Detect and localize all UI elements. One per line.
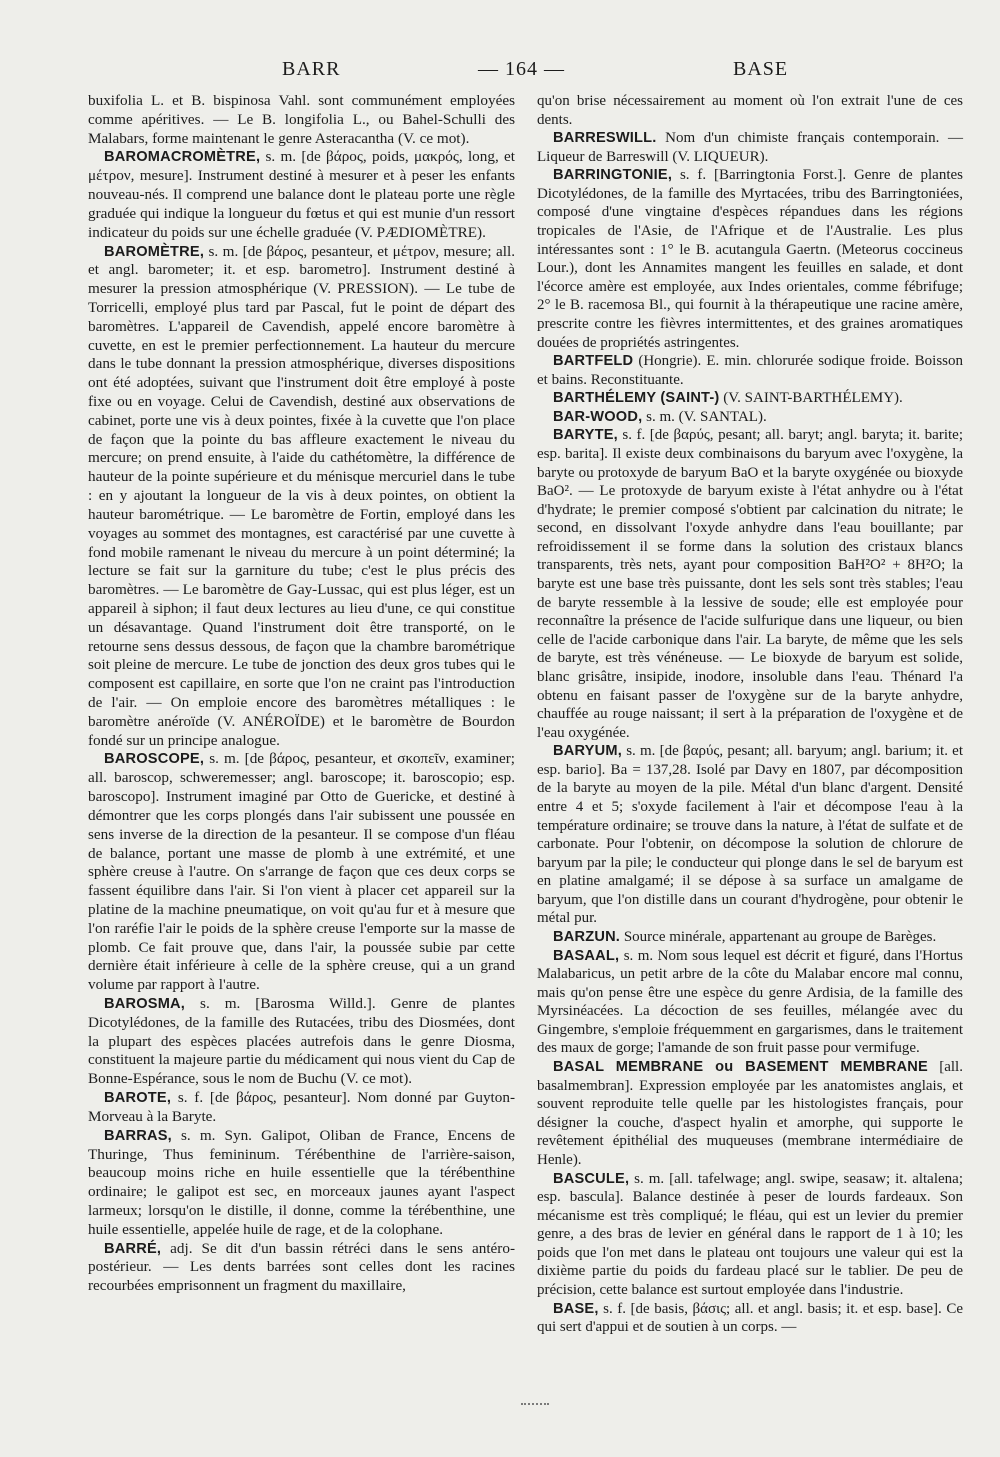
entry-continuation: buxifolia L. et B. bispinosa Vahl. sont communément employées comme apéritives. — Le B. longifolia L., ou Bahel-Schulli des Malabars, forme maintenant le genre Asteracantha (V. ce mot). — [88, 92, 515, 147]
entry-barre — [88, 1240, 515, 1296]
entry-base — [537, 1300, 963, 1337]
entry-body: Source minérale, appartenant au groupe de Barèges. — [620, 929, 937, 946]
entry-body: (V. SAINT-BARTHÉLEMY). — [719, 390, 903, 407]
entry-basal-membrane — [537, 1058, 963, 1169]
header-left-word: BARR — [282, 58, 341, 80]
entry-barzun — [537, 928, 963, 947]
running-header — [0, 58, 1000, 88]
entry-baryte — [537, 426, 963, 742]
entry-body: s. m. Syn. Galipot, Oliban de France, Encens de Thuringe, Thus femininum. Térébenthine de l'arrière-saison, beaucoup moins riche en huile essentielle que la térébenthine ordinaire; le galipot est sec, en morceaux jaunes ayant l'aspect larmeux; lorsqu'on le distille, il donne, comme la térébenthine, une huile essentielle, appelée huile de rage, et de la colophane. — [88, 1126, 515, 1238]
entry-headword: BARYTE, — [553, 427, 618, 444]
entry-body: (Hongrie). E. min. chlorurée sodique froide. Boisson et bains. Reconstituante. — [537, 353, 963, 388]
entry-headword: BARRESWILL. — [553, 130, 657, 147]
entry-continuation: qu'on brise nécessairement au moment où l'on extrait l'une de ces dents. — [537, 93, 963, 128]
entry-barometre — [88, 243, 515, 751]
header-right-word: BASE — [733, 58, 789, 80]
footer-ornament — [521, 1403, 549, 1405]
entry-bar-wood — [537, 408, 963, 427]
entry-headword: BARZUN. — [553, 929, 621, 946]
entry-baromacrometre — [88, 148, 515, 242]
entry-headword: BAROTE, — [104, 1090, 172, 1107]
entry-headword: BARRAS, — [104, 1127, 172, 1144]
entry-headword: BAR-WOOD, — [553, 408, 643, 425]
entry-body: s. f. [de βάρος, pesanteur]. Nom donné par Guyton-Morveau à la Baryte. — [88, 1089, 515, 1125]
entry-body: adj. Se dit d'un bassin rétréci dans le sens antéro-postérieur. — Les dents barrées sont celles dont les racines recourbées emprisonnent un fragment du maxillaire, — [88, 1239, 515, 1295]
right-column — [537, 92, 963, 1337]
page-number: — 164 — — [478, 58, 565, 80]
entry-headword: BAROMACROMÈTRE, — [104, 149, 261, 166]
entry-barosma — [88, 995, 515, 1089]
entry-bascule — [537, 1170, 963, 1300]
entry-body: s. m. [de βάρος, pesanteur, et σκοπεῖν, examiner; all. baroscop, schweremesser; angl. baroscope; it. baroscopio; esp. baroscopo]. Instrument imaginé par Otto de Guericke, et destiné à démontrer que les corps plongés dans l'air subissent une poussée en sens inverse de la direction de la pesanteur. Il se compose d'un fléau de balance, portant une masse de plomb à une extrémité, et une sphère creuse à l'autre. On s'arrange de façon que ces deux corps se fassent équilibre dans l'air. Si l'on vient à placer cet appareil sur la platine de la machine pneumatique, on voit qu'au fur et à mesure que l'on raréfie l'air le poids de la sphère creuse l'emporte sur la masse de plomb. Ce fait prouve que, dans l'air, la poussée subie par cette dernière était inférieure à celle de la sphère creuse, qui a un grand volume par rapport à l'autre. — [88, 750, 515, 994]
entry-body: s. m. [all. tafelwage; angl. swipe, seasaw; it. altalena; esp. bascula]. Balance destinée à peser de lourds fardeaux. Son mécanisme est très compliqué; le fléau, qui est un levier du premier genre, a des bras de levier en général dans le rapport de 1 à 10; les poids que l'on met dans le plateau ont toujours une valeur qui est la dixième partie du poids du fardeau placé sur le tablier. De peu de précision, cette balance est surtout employée dans l'industrie. — [537, 1170, 963, 1298]
entry-body: [all. basalmembran]. Expression employée par les anatomistes anglais, et souvent reproduite telle quelle par les histologistes français, pour désigner la couche, d'aspect hyalin et amorphe, qui supporte le revêtement épithélial des muqueuses (membrane intermédiaire de Henle). — [537, 1059, 963, 1168]
entry-headword: BASAAL, — [553, 947, 620, 964]
entry-headword: BAROSCOPE, — [104, 751, 205, 768]
entry-baroscope — [88, 750, 515, 995]
entry-body: s. m. (V. SANTAL). — [642, 408, 767, 425]
entry-barreswill — [537, 129, 963, 166]
entry-body: s. f. [de βαρύς, pesant; all. baryt; angl. baryta; it. barite; esp. barita]. Il existe deux combinaisons du baryum avec l'oxygène, la baryte ou protoxyde de baryum BaO et la baryte oxygénée ou bioxyde BaO². — Le protoxyde de baryum existe à l'état anhydre ou à l'état d'hydrate; le premier composé s'obtient par calcination du nitrate; le second, en dissolvant l'oxyde anhydre dans l'eau bouillante; par refroidissement il se forme dans la solution des cristaux blancs transparents, très nets, ayant pour composition BaH²O² + 8H²O; la baryte est une base très puissante, dont les sels sont très stables; l'eau de baryte ressemble à la lessive de soude; elle est employée pour reconnaître la présence de l'acide sulfurique dans une liqueur, ou bien celle de l'acide carbonique dans l'air. La baryte, de même que les sels de baryte, est très vénéneuse. — Le bioxyde de baryum est solide, blanc grisâtre, insipide, inodore, insoluble dans l'eau. Thénard l'a obtenu en faisant passer de l'oxygène sur de la baryte anhydre, chauffée au rouge naissant; il sert à la préparation de l'oxygène et de l'eau oxygénée. — [537, 427, 963, 741]
entry-headword: BARYUM, — [553, 743, 622, 760]
entry-barringtonie — [537, 166, 963, 352]
entry-body: Nom d'un chimiste français contemporain. — Liqueur de Barreswill (V. LIQUEUR). — [537, 130, 963, 165]
entry-headword: BAROMÈTRE, — [104, 243, 205, 260]
entry-body: s. m. [Barosma Willd.]. Genre de plantes Dicotylédones, de la famille des Rutacées, tribu des Diosmées, dont la plupart des espèces placées autrefois dans le genre Diosma, constituent la majeure partie du médicament qui nous vient du Cap de Bonne-Espérance, sous le nom de Buchu (V. ce mot). — [88, 995, 515, 1088]
entry-headword: BASE, — [553, 1300, 599, 1317]
entry-headword: BASCULE, — [553, 1170, 630, 1187]
entry-body: s. m. Nom sous lequel est décrit et figuré, dans l'Hortus Malabaricus, un petit arbre de la côte du Malabar encore mal connu, mais qu'on pense être une espèce du genre Ardisia, de la famille des Myrsinéacées. La décoction de ses feuilles, mélangée avec du Gingembre, s'emploie fréquemment en gargarismes, dans le traitement des maux de gorge; l'amande de son fruit passe pour vermifuge. — [537, 947, 963, 1057]
entry-headword: BARTFELD — [553, 353, 634, 370]
entry-body: s. m. [de βάρος, pesanteur, et μέτρον, mesure; all. et angl. barometer; it. et esp. barometro]. Instrument destiné à mesurer la pression atmosphérique (V. PRESSION). — Le tube de Torricelli, employé plus tard par Pascal, fut le point de départ des baromètres. L'appareil de Cavendish, appelé encore baromètre à cuvette, en est le premier perfectionnement. La hauteur du mercure dans le tube donnant la pression atmosphérique, diverses dispositions ont été adoptées, suivant que l'instrument doit être employé à poste fixe ou en voyage. Celui de Cavendish, destiné aux observations de cabinet, porte une vis à deux pointes, fixée à la cuvette que l'on place de façon que la pointe du bas affleure exactement le niveau du mercure; on prend ensuite, à l'aide du cathétomètre, la différence de hauteur de la pointe supérieure et du ménisque mercuriel dans le tube : en y ajoutant la longueur de la vis à deux pointes, on obtient la hauteur barométrique. — Le baromètre de Fortin, employé dans les voyages au sommet des montagnes, est caractérisé par une cuvette à fond mobile ramenant le niveau du mercure à un point déterminé; la lecture se fait sur la garniture du tube; c'est le plus précis des baromètres. — Le baromètre de Gay-Lussac, qui est plus léger, est un appareil à siphon; il faut deux lectures au lieu d'une, ce qui constitue un désavantage. Quand l'instrument doit être transporté, on le retourne sens dessus dessous, de façon que la chambre barométrique soit pleine de mercure. Le tube de jonction des deux gros tubes qui le composent est capillaire, en sorte que l'on ne craint pas l'introduction de l'air. — On emploie encore des baromètres métalliques : le baromètre anéroïde (V. ANÉROÏDE) et le baromètre de Bourdon fondé sur un principe analogue. — [88, 242, 515, 749]
entry-barote — [88, 1089, 515, 1127]
entry-body: s. m. [de βάρος, poids, μακρός, long, et μέτρον, mesure]. Instrument destiné à mesurer et à peser les enfants nouveau-nés. Il comprend une balance dont le plateau porte une règle graduée qui indique la longueur du fœtus et qui est munie d'un ressort indicateur du poids sur une échelle graduée (V. PÆDIOMÈTRE). — [88, 148, 515, 241]
entry-barthelemy — [537, 389, 963, 408]
entry-bartfeld — [537, 352, 963, 389]
left-column — [88, 92, 515, 1296]
entry-baryum — [537, 742, 963, 928]
entry-headword: BAROSMA, — [104, 996, 186, 1012]
entry-headword: BASAL MEMBRANE ou BASEMENT MEMBRANE — [553, 1059, 928, 1076]
entry-headword: BARRÉ, — [104, 1240, 162, 1257]
entry-body: s. f. [Barringtonia Forst.]. Genre de plantes Dicotylédones, de la famille des Myrtacées, tribu des Barringtoniées, composé d'une vingtaine d'espèces répandues dans les régions tropicales de l'Asie, de l'Afrique et de l'Australie. Les plus intéressantes sont : 1° le B. acutangula Gaertn. (Meteorus coccineus Lour.), dont les Annamites mangent les feuilles en salade, et dont l'écorce amère est employée, aux Indes orientales, comme fébrifuge; 2° le B. racemosa Bl., qui fournit à la thérapeutique une racine amère, prescrite contre les fièvres intermittentes, et des graines aromatiques douées de propriétés astringentes. — [537, 167, 963, 351]
entry-body: s. f. [de basis, βάσις; all. et angl. basis; it. et esp. base]. Ce qui sert d'appui et de soutien à un corps. — — [537, 1300, 963, 1336]
entry-basaal — [537, 947, 963, 1058]
entry-body: s. m. [de βαρύς, pesant; all. baryum; angl. barium; it. et esp. bario]. Ba = 137,28. Isolé par Davy en 1807, par décomposition de la baryte au moyen de la pile. Métal d'un blanc d'argent. Densité entre 4 et 5; s'oxyde facilement à l'air et décompose l'eau à la température ordinaire; se trouve dans la nature, à l'état de sulfate et de carbonate. Pour l'obtenir, on décompose la solution de chlorure de baryum par la pile; le conducteur qui plonge dans le sel de baryum est en platine amalgamé; il se dépose à sa surface un amalgame de baryum, que l'on distille dans un courant d'hydrogène, pour obtenir le métal pur. — [537, 743, 963, 927]
entry-headword: BARRINGTONIE, — [553, 167, 673, 184]
entry-barras — [88, 1127, 515, 1240]
entry-headword: BARTHÉLEMY (SAINT-) — [553, 390, 720, 407]
